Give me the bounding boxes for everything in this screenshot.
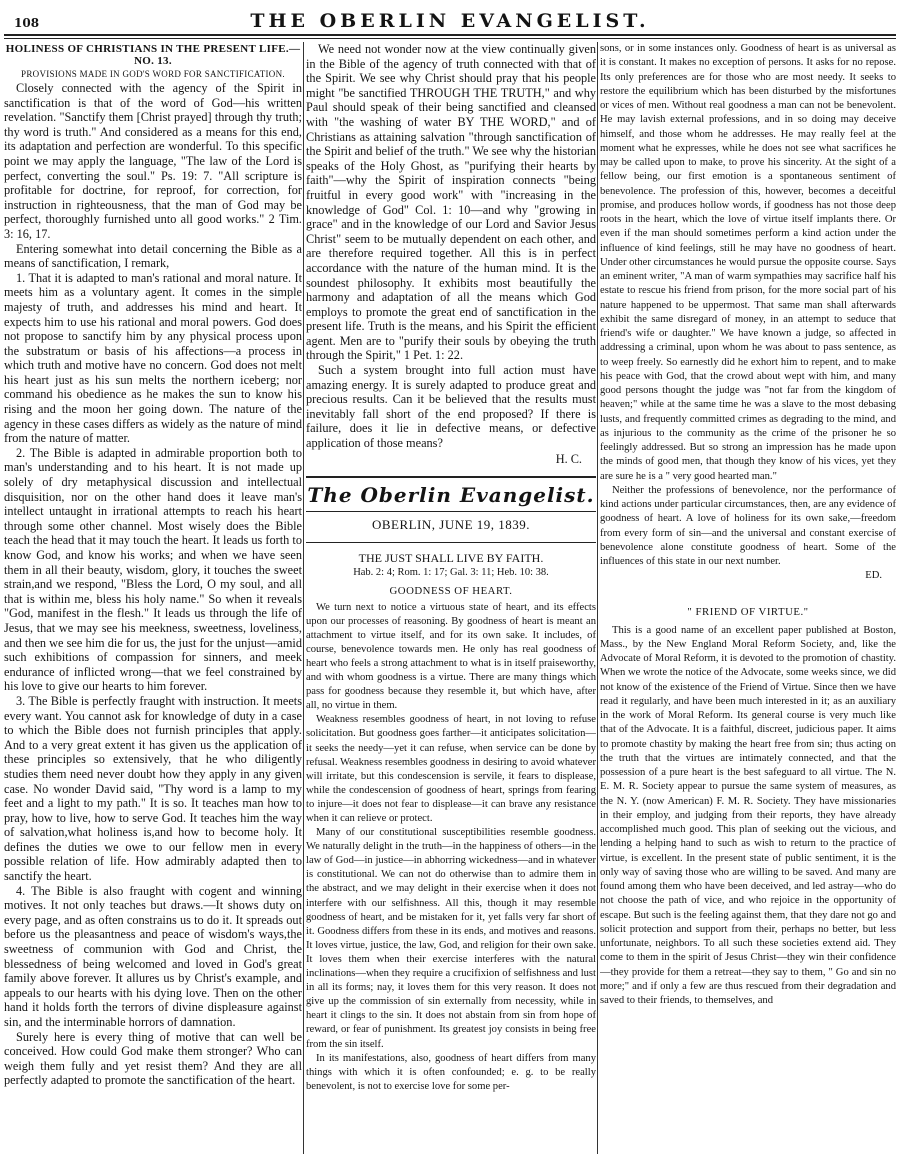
signature: H. C. bbox=[555, 451, 582, 466]
paragraph: 3. The Bible is perfectly fraught with instruction. It meets every want. You cannot ask for knowledge of duty in a case to which the Bible does not furnish principles that apply. And to a very great extent it has given us the application of these principles so extensively, that he who diligently studies them need never doubt how they apply in any given case. No wonder David said, "Thy word is a lamp to my feet and a light to my path." It is so. It teaches man how to pray, how to live, how to serve God. It teaches him the way of salvation,what holiness is,and how to become holy. It defines the duties we owe to our fellow men in every possible relation of life. How admirably adapted then to sanctify the heart. bbox=[4, 693, 302, 884]
paragraph: 4. The Bible is also fraught with cogent and winning motives. It not only teaches but draws.—It shows duty on every page, and as often constrains us to do it. It spreads out before us the pleasantness and peace of wisdom's ways,the sweetness of communion with God and Christ, the blessedness of being welcomed and loved in God's great family above forever. It allures us by Christ's example, and appeals to our hearts with his dying love. Then on the other hand it holds forth the terrors of divine displeasure against sin, and the interminable horrors of damnation. bbox=[4, 883, 302, 1029]
column-3 bbox=[600, 42, 896, 1154]
header-rule-thin bbox=[4, 38, 896, 39]
paragraph: We need not wonder now at the view continually given in the Bible of the agency of truth connected with that of the Spirit. We see why Christ should pray that his people might "be sanctified THROUGH THE TRUTH," and why Paul should speak of their being sanctified and cleansed with "the washing of water BY THE WORD," and of Christians as attaining salvation "through sanctification of the Spirit and belief of the truth." We see why the historian speaks of the Holy Ghost, as "purifying their hearts by faith"—why the Spirit of inspiration connects "being fruitful in every good work" with "increasing in the knowledge of God" Col. 1: 10—and why "growing in grace" and in the knowledge of our Lord and Savior Jesus Christ" seem to be mutually dependent on each other, and are therefore required together. All this is in perfect accordance with the nature of the human mind. It is the soundest philosophy. It exhibits most beautifully the harmony and adaptation of all the means which God employs to promote the great end of sanctification in the present life. Truth is the means, and his Spirit the efficient agent. Men are to "purify their souls by obeying the truth through the Spirit," 1 Pet. 1: 22. bbox=[306, 42, 596, 363]
signature: ED. bbox=[865, 570, 882, 582]
paragraph: Neither the professions of benevolence, nor the performance of kind actions under particular circumstances, then, are any evidence of goodness of heart. A love of holiness for its own sake,—freedom from every form of sin—and the universal and constant exercise of benevolence alone constitute goodness of heart. Some of the influences of this state in our next number. bbox=[600, 484, 896, 567]
editorial-banner bbox=[306, 476, 596, 543]
page-number: 108 bbox=[14, 16, 40, 30]
column-divider bbox=[597, 42, 598, 1154]
column-divider bbox=[303, 42, 304, 1154]
paragraph: In its manifestations, also, goodness of heart differs from many things with which it is often confounded; e. g. to be really benevolent, is not to exercise love for some per- bbox=[306, 1052, 596, 1092]
scripture-references: Hab. 2: 4; Rom. 1: 17; Gal. 3: 11; Heb. 10: 38. bbox=[353, 567, 549, 578]
article-title: " FRIEND OF VIRTUE." bbox=[687, 605, 809, 618]
header-rule bbox=[4, 34, 896, 36]
goodness-article bbox=[306, 585, 596, 1094]
article-title: HOLINESS OF CHRISTIANS IN THE PRESENT LIFE.—NO. 13. bbox=[5, 43, 301, 67]
paragraph: Weakness resembles goodness of heart, in not loving to refuse solicitation. But goodness goes farther—it anticipates solicitation—it seeks the needy—yet it can refuse, when service can be done by refusal. Weakness resembles goodness in desiring to avoid whatever will irritate, but this condescension is servile, it fears to displease, while the condescension of goodness of heart, springs from fearing to injure—it does not fear to displease—it can brave any resistance when it can relieve or protect. bbox=[306, 714, 596, 824]
motto: THE JUST SHALL LIVE BY FAITH. bbox=[358, 551, 544, 566]
article-title: GOODNESS OF HEART. bbox=[389, 584, 513, 597]
paragraph: Such a system brought into full action must have amazing energy. It is surely adapted to produce great and precious results. Can it be believed that the results must inevitably fall short of the end proposed? If there is failure, does it lie in defective means, or defective application of those means? bbox=[306, 363, 596, 451]
column-2 bbox=[306, 42, 596, 1154]
article-subtitle: PROVISIONS MADE IN GOD'S WORD FOR SANCTIFICATION. bbox=[21, 69, 285, 79]
paper-title: THE OBERLIN EVANGELIST. bbox=[250, 10, 650, 32]
page-header bbox=[4, 6, 896, 36]
paragraph: Entering somewhat into detail concerning the Bible as a means of sanctification, I remark, bbox=[4, 241, 302, 271]
paragraph: Closely connected with the agency of the Spirit in sanctification is that of the word of God—his written revelation. "Sanctify them [Christ prayed] through thy truth; thy word is truth." And considered as a means for this end, its adaptation and perfection are wonderful. To this specific point we may apply the language, "The law of the Lord is perfect, converting the soul." Ps. 19: 7. "All scripture is profitable for doctrine, for reproof, for correction, for instruction in righteousness, that the man of God may be perfect, thoroughly furnished unto all good works." 2 Tim. 3: 16, 17. bbox=[4, 81, 302, 241]
masthead-title: The Oberlin Evangelist. bbox=[307, 483, 595, 508]
paragraph: 2. The Bible is adapted in admirable proportion both to man's understanding and to his heart. It is not made up solely of dry metaphysical discussion and intellectual disquisition, nor on the other hand does it leave man's intellect untaught in irrational attempts to reach his heart through some other channel. Most wisely does the Bible teach the head that it may touch the heart. It leads us forth to know God, and know his works; and when we have seen them in all their beauty, wisdom, glory, it touches the sweet strain,and we respond, "Bless the Lord, O my soul, and all that is within me, bless his holy name." So when it reveals "God, manifest in the flesh." It leads us through the life of Jesus, that we may see his meekness, sweetness, loveliness, and then we see him die for us, the just for the unjust—amid such exhibitions of compassion for sinners, and meek endurance of inflicted wrong—that we feel constrained by his love to give our hearts to him forever. bbox=[4, 445, 302, 694]
dateline: OBERLIN, JUNE 19, 1839. bbox=[306, 511, 596, 537]
paragraph: We turn next to notice a virtuous state of heart, and its effects upon our processes of reasoning. By goodness of heart is meant an attachment to virtue itself, and for its own sake. It includes, of course, benevolence towards men. He only has real goodness of heart who feels a strong attachment to what is in itself praiseworthy, and with whom goodness is a virtue. There are many things which pass for goodness because they resemble it, but which have, after all, no virtue in them. bbox=[306, 601, 596, 712]
paragraph: 1. That it is adapted to man's rational and moral nature. It meets him as a voluntary agent. It comes in the simple majesty of truth, and addresses his mind and heart. It expects him to use his rational and moral powers. God does not propose to sanctify him by any physical process upon the substratum or basis of his affections—a process in which truth and motive have no concern. God does not melt his heart just as his sun melts the northern iceberg; nor command his obedience as he makes the sun to know his rising and the moon her going down. The nature of the agency in these cases differs as widely as the nature of mind from the nature of matter. bbox=[4, 270, 302, 446]
paragraph: sons, or in some instances only. Goodness of heart is as universal as it is constant. It makes no exception of persons. It asks for no repose. Its only preferences are for those who are most needy. It seeks to restore the equilibrium which has been disturbed by the misfortunes or vices of men. Without real goodness a man can not be benevolent. He may lavish external professions, and in so doing may deceive himself, and those whom he addresses. He may really feel at the moment what he expresses, while he does not see what sacrifices he may be called upon to make, to prove his sincerity. At the sight of a fellow being, our first emotion is a spontaneous sentiment of benevolence. The profession of this, however, becomes a deceitful promise, and produces hollow words, if goodness has not those deep roots in the heart, which the love of virtue itself implants there. Or even if the man should sometimes perform a kind action under the influence of kind feelings, still he may have no goodness of heart. Under other circumstances he would pursue the opposite course. Says an eminent writer, "A man of warm sympathies may sacrifice half his estate to rescue his friend from prison, for the more social part of his nature happened to be uppermost. That same man shall afterwards exhibit the same disregard of money, in an attempt to seduce that friend's wife or daughter." We have known a judge, so affected in addressing a criminal, upon whom he was about to pass sentence, as to weep freely. So earnestly did he exhort him to repent, and to make his peace with God, that the crowd about wept with him, and many good persons thought the judge was "not far from the kingdom of heaven;" while at the same time he was a slave to the most debasing lusts, and frequently committed crimes as degrading to the mind, and as injurious to the community as the crime of the prisoner he so feelingly addressed. But so strong an impression has he made upon the minds of good men, that though they know of his vices, yet they are sure he is a " very good hearted man." bbox=[600, 43, 896, 482]
paragraph: This is a good name of an excellent paper published at Boston, Mass., by the New England Moral Reform Society, and, like the Advocate of Moral Reform, it is devoted to the promotion of chastity. When we wrote the notice of the Advocate, some weeks since, we did not know of the existence of the Friend of Virtue. Since then we have read it regularly, and have been much interested in it; as an auxiliary in the work of Moral Reform. Its general course is very much like that of the Advocate. It is a faithful, discreet, judicious paper. It aims to promote chastity by making the heart free from sin; thus acting on the truth that the virtues are intimately connected, and that the possession of a pure heart is the best safeguard to all virtue. The N. E. M. R. Society appear to pursue the same system of measures, as the N. Y. (now American) F. M. R. Society. They have missionaries in their employ, and judging from their reports, they have already accomplished much good. This plan of seeking out the vicious, and lending a helping hand to such as wish to return to the practice of virtue, is excellent. In the present state of public sentiment, it is the only way of saving those who are willing to be saved. And many are found among them who have been deceived, and led astray—who do not choose the path of vice, and who rejoice in the opportunity of escape. But such is the feeling against them, that they dare not go and solicit protection and support from their, perhaps no better, but less unfortunate, neighbors. To all such these societies extend aid. They come to them in the spirit of Jesus Christ—they win their confidence—they provide for them a retreat—they say to them, " Go and sin no more;" and if only a few are thus rescued from their degradation and saved to their friends, to themselves, and bbox=[600, 624, 896, 1006]
column-1 bbox=[4, 42, 302, 1154]
paragraph: Many of our constitutional susceptibilities resemble goodness. We naturally delight in the truth—in the happiness of others—in the law of God—in justice—in abhorring wickedness—and in whatever is constitutional. We can not do otherwise than to admire them in the abstract, and we may delight in their exercise when it does not interfere with our selfishness. All this, though it may resemble goodness of heart, and be mistaken for it, yet falls very far short of it. Goodness differs from these in its ends, and motives and reasons. It loves virtue, justice, the law, God, and religion for their own sake. It loves them when their exercise interferes with the natural inclinations—when they require a crucifixion of selfishness and lust in all its forms; nay, it loves them for this very reason. It does not give up the commission of sin externally from necessity, while in heart it clings to the sin. It does not abstain from sin from hope of reward, or fear of punishment. Its greatest joy consists in being free from the sin itself. bbox=[306, 827, 596, 1050]
paragraph: Surely here is every thing of motive that can well be conceived. How could God make them stronger? Who can weigh them fully and yet resist them? And they are all perfectly adapted to promote the sanctification of the heart. bbox=[4, 1029, 302, 1088]
